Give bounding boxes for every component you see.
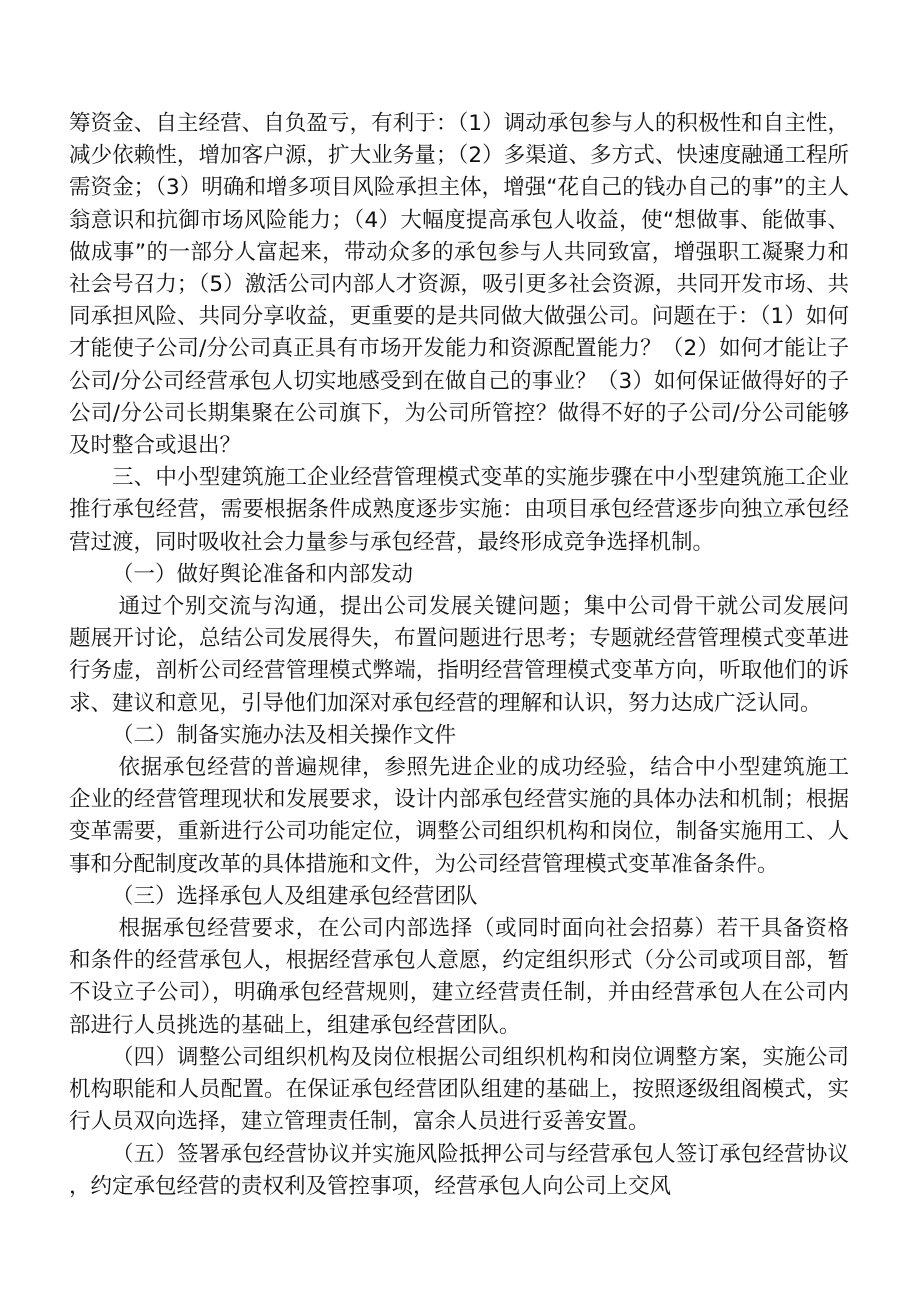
paragraph-3-body: 根据承包经营要求，在公司内部选择（或同时面向社会招募）若干具备资格和条件的经营承包人，根据经营承包人意愿，约定组织形式（分公司或项目部，暂不设立子公司），明确承包经营规则，建立经营责任制，并由经营承包人在公司内部进行人员挑选的基础上，组建承包经营团队。 xyxy=(69,916,849,1038)
subheading-1-public-opinion: （一）做好舆论准备和内部发动 xyxy=(112,561,414,587)
paragraph-benefits-and-questions: 筹资金、自主经营、自负盈亏，有利于：（1）调动承包参与人的积极性和自主性，减少依赖性，增加客户源，扩大业务量；（2）多渠道、多方式、快速度融通工程所需资金；（3）明确和增多项目风险承担主体，增强“花自己的钱办自己的事”的主人翁意识和抗御市场风险能力；（4）大幅度提高承包人收益，使“想做事、能做事、做成事”的一部分人富起来，带动众多的承包参与人共同致富，增强职工凝聚力和社会号召力；（5）激活公司内部人才资源，吸引更多社会资源，共同开发市场、共同承担风险、共同分享收益，更重要的是共同做大做强公司。问题在于：（1）如何才能使子公司/分公司真正具有市场开发能力和资源配置能力？（2）如何才能让子公司/分公司经营承包人切实地感受到在做自己的事业？（3）如何保证做得好的子公司/分公司长期集聚在公司旗下，为公司所管控？做得不好的子公司/分公司能够及时整合或退出？ xyxy=(69,111,849,459)
subheading-4-adjust-organization: （四）调整公司组织机构及岗位根据公司组织机构和岗位调整方案，实施公司机构职能和人员配置。在保证承包经营团队组建的基础上，按照逐级组阁模式，实行人员双向选择，建立管理责任制，富余人员进行妥善安置。 xyxy=(69,1044,849,1135)
subheading-2-implementation-rules: （二）制备实施办法及相关操作文件 xyxy=(112,722,457,748)
subheading-3-select-contractor: （三）选择承包人及组建承包经营团队 xyxy=(112,883,478,909)
subheading-5-sign-agreement: （五）签署承包经营协议并实施风险抵押公司与经营承包人签订承包经营协议，约定承包经营的责权利及管控事项，经营承包人向公司上交风 xyxy=(69,1141,849,1199)
document-body xyxy=(69,108,849,1203)
paragraph-1-body: 通过个别交流与沟通，提出公司发展关键问题；集中公司骨干就公司发展问题展开讨论，总结公司发展得失，布置问题进行思考；专题就经营管理模式变革进行务虚，剖析公司经营管理模式弊端，指明经营管理模式变革方向，听取他们的诉求、建议和意见，引导他们加深对承包经营的理解和认识，努力达成广泛认同。 xyxy=(69,594,849,716)
section-heading-implementation-steps: 三、中小型建筑施工企业经营管理模式变革的实施步骤在中小型建筑施工企业推行承包经营，需要根据条件成熟度逐步实施：由项目承包经营逐步向独立承包经营过渡，同时吸收社会力量参与承包经营，最终形成竞争选择机制。 xyxy=(69,465,849,555)
paragraph-2-body: 依据承包经营的普遍规律，参照先进企业的成功经验，结合中小型建筑施工企业的经营管理现状和发展要求，设计内部承包经营实施的具体办法和机制；根据变革需要，重新进行公司功能定位，调整公司组织机构和岗位，制备实施用工、人事和分配制度改革的具体措施和文件，为公司经营管理模式变革准备条件。 xyxy=(69,755,849,877)
